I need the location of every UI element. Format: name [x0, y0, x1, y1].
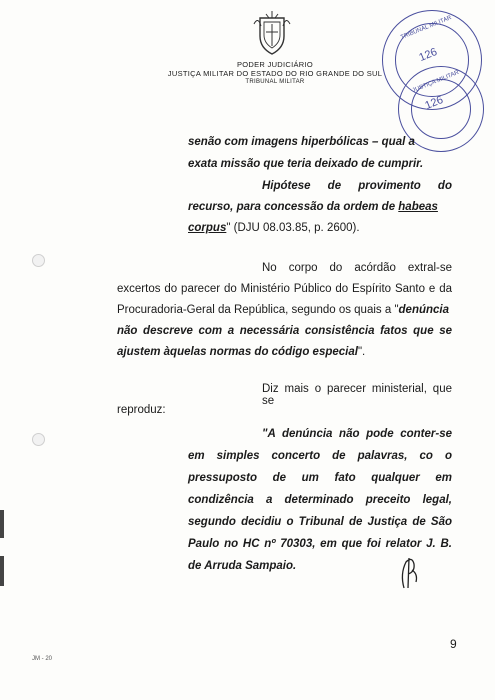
- paragraph-line: No corpo do acórdão extral-se: [262, 262, 452, 274]
- paragraph-line: excertos do parecer do Ministério Público do Espírito Santo e da: [117, 283, 452, 295]
- quote-line: senão com imagens hiperbólicas – qual a: [188, 136, 415, 148]
- signature-initials: [396, 554, 422, 590]
- quote-line: Paulo no HC nº 70303, em que foi relator J. B.: [188, 538, 452, 550]
- header-line-1: PODER JUDICIÁRIO: [236, 60, 314, 69]
- paragraph-line: reproduz:: [117, 404, 166, 416]
- court-stamp-1: TRIBUNAL MILITAR 126: [382, 10, 482, 110]
- quote-line: "A denúncia não pode conter-se: [262, 428, 452, 440]
- header-line-2: JUSTIÇA MILITAR DO ESTADO DO RIO GRANDE DO SUL: [167, 69, 383, 78]
- paragraph-line: Procuradoria-Geral da República, segundo os quais a "denúncia: [117, 304, 450, 316]
- quote-line: em simples concerto de palavras, co o: [188, 450, 452, 462]
- page-number: 9: [450, 637, 457, 651]
- quote-line: Hipótese de provimento do: [262, 180, 452, 192]
- quote-line: corpus" (DJU 08.03.85, p. 2600).: [188, 222, 360, 234]
- court-stamp-2: JUSTIÇA MILITAR 126: [398, 66, 484, 152]
- scan-edge-mark: [0, 510, 4, 538]
- quote-line: exata missão que teria deixado de cumprir.: [188, 158, 424, 170]
- quote-line: de Arruda Sampaio.: [188, 560, 297, 572]
- punch-hole: [32, 433, 45, 446]
- quote-line: pressuposto de um fato qualquer em: [188, 472, 452, 484]
- scan-edge-mark: [0, 556, 4, 586]
- header-line-3: TRIBUNAL MILITAR: [245, 79, 305, 85]
- paragraph-line: Diz mais o parecer ministerial, que se: [262, 383, 452, 407]
- quote-line: recurso, para concessão da ordem de habeas: [188, 201, 438, 213]
- punch-hole: [32, 254, 45, 267]
- form-code: JM - 20: [32, 656, 53, 662]
- quote-line: segundo decidiu o Tribunal de Justiça de São: [188, 516, 452, 528]
- quote-line: condizência a determinado preceito legal,: [188, 494, 452, 506]
- coat-of-arms-icon: [252, 10, 292, 58]
- paragraph-line: ajustem àquelas normas do código especial".: [117, 346, 366, 358]
- paragraph-line: não descreve com a necessária consistência fatos que se: [117, 325, 452, 337]
